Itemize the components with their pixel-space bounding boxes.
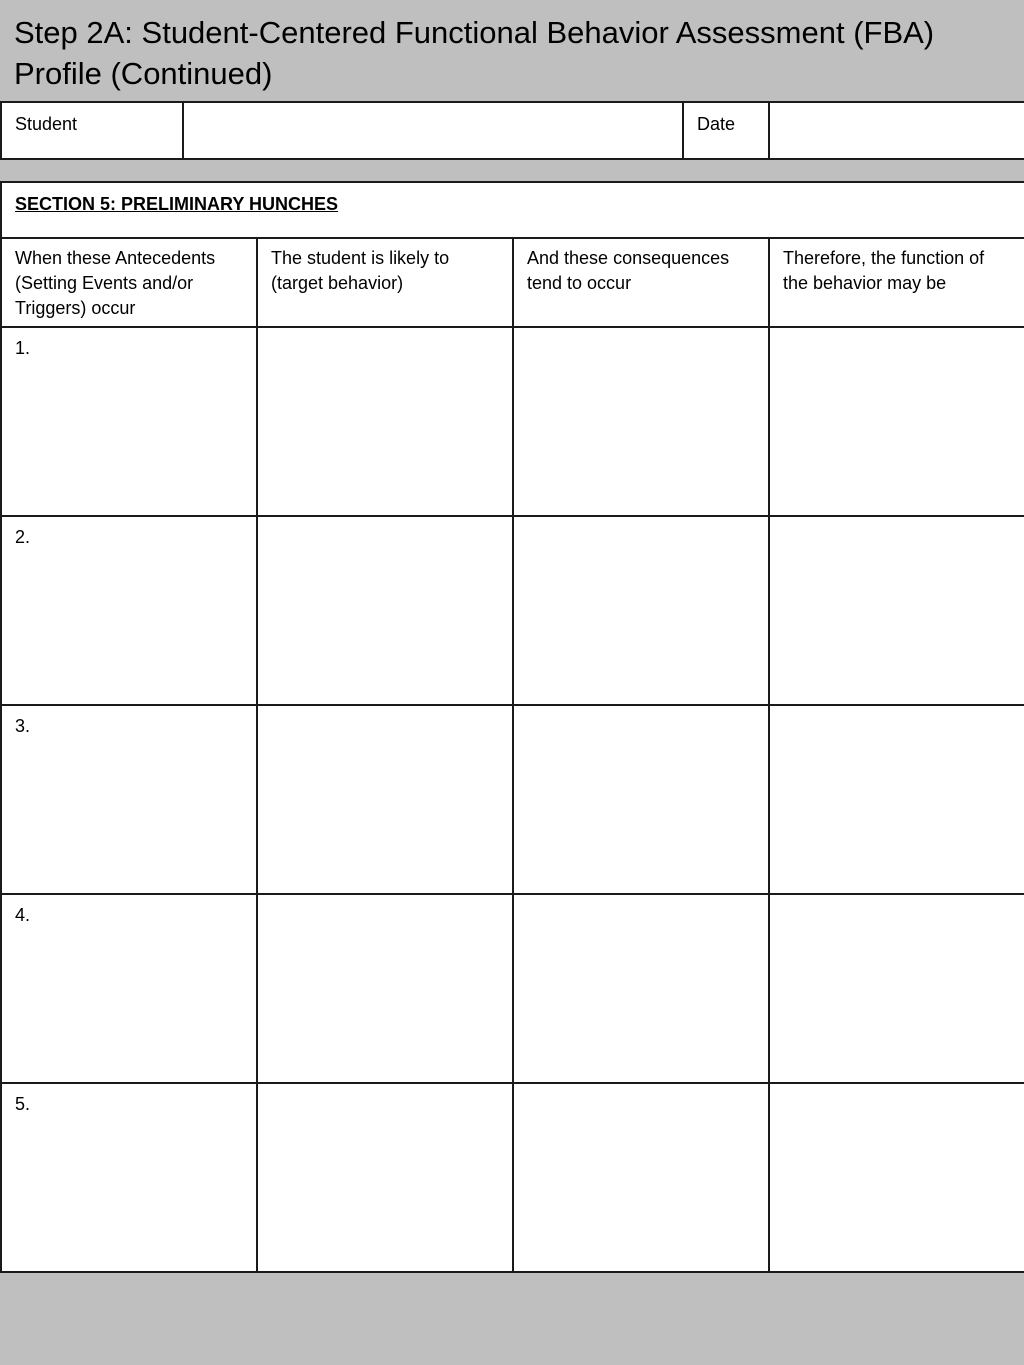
student-name-field[interactable]: [183, 102, 683, 159]
consequences-cell[interactable]: [513, 1083, 769, 1272]
column-header-row: [1, 238, 1024, 327]
section-title: SECTION 5: PRELIMINARY HUNCHES: [15, 194, 339, 214]
function-cell[interactable]: [769, 705, 1024, 894]
table-row: [1, 705, 1024, 894]
consequences-cell[interactable]: [513, 516, 769, 705]
date-field[interactable]: [769, 102, 1024, 159]
student-label: Student: [1, 102, 183, 159]
target-behavior-cell[interactable]: [257, 327, 513, 516]
target-behavior-cell[interactable]: [257, 894, 513, 1083]
table-row: [1, 327, 1024, 516]
column-header-target-behavior: The student is likely to (target behavior): [257, 238, 513, 327]
student-info-table: [0, 101, 1024, 160]
consequences-cell[interactable]: [513, 327, 769, 516]
target-behavior-cell[interactable]: [257, 705, 513, 894]
target-behavior-cell[interactable]: [257, 516, 513, 705]
antecedents-cell[interactable]: 3.: [1, 705, 257, 894]
function-cell[interactable]: [769, 1083, 1024, 1272]
table-row: [1, 894, 1024, 1083]
consequences-cell[interactable]: [513, 705, 769, 894]
antecedents-cell[interactable]: 1.: [1, 327, 257, 516]
column-header-antecedents: When these Antecedents (Setting Events and/or Triggers) occur: [1, 238, 257, 327]
target-behavior-cell[interactable]: [257, 1083, 513, 1272]
antecedents-cell[interactable]: 4.: [1, 894, 257, 1083]
preliminary-hunches-table: [0, 181, 1024, 1273]
function-cell[interactable]: [769, 894, 1024, 1083]
antecedents-cell[interactable]: 5.: [1, 1083, 257, 1272]
antecedents-cell[interactable]: 2.: [1, 516, 257, 705]
column-header-consequences: And these consequences tend to occur: [513, 238, 769, 327]
date-label: Date: [683, 102, 769, 159]
function-cell[interactable]: [769, 327, 1024, 516]
section-title-row: [1, 182, 1024, 238]
column-header-function: Therefore, the function of the behavior may be: [769, 238, 1024, 327]
page-title: Step 2A: Student-Centered Functional Behavior Assessment (FBA) Profile (Continued): [14, 15, 935, 91]
table-row: [1, 516, 1024, 705]
consequences-cell[interactable]: [513, 894, 769, 1083]
function-cell[interactable]: [769, 516, 1024, 705]
student-info-row: [1, 102, 1024, 159]
table-row: [1, 1083, 1024, 1272]
